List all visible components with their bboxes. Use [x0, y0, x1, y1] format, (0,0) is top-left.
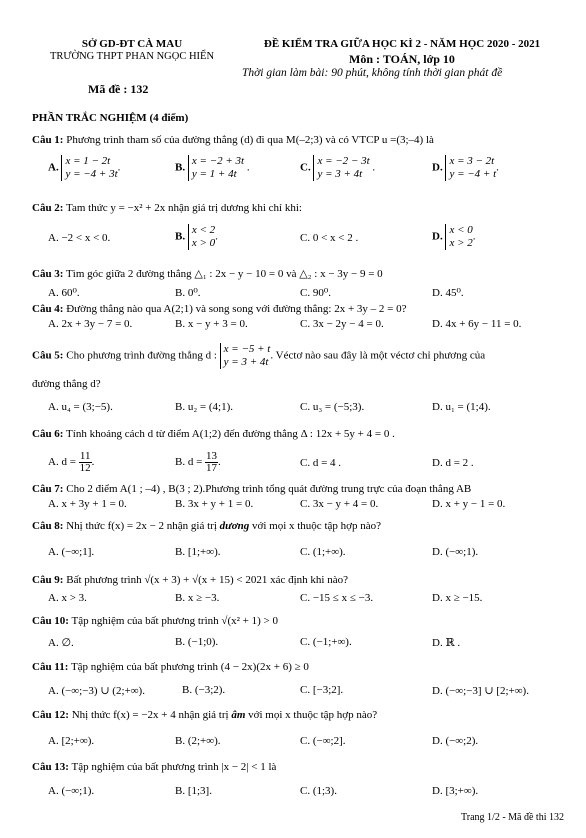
q12-option-b: B. (2;+∞).: [175, 735, 221, 747]
q1-option-d: D. x = 3 − 2t y = −4 + t.: [432, 155, 499, 180]
q8-option-d: D. (−∞;1).: [432, 546, 479, 558]
q2-option-b: B. x < 2 x > 0.: [175, 224, 218, 249]
q5-option-a: A. u₄ = (3;−5).: [48, 401, 113, 413]
q3-option-c: C. 90⁰.: [300, 287, 331, 299]
question-9: Câu 9: Bất phương trình √(x + 3) + √(x + 15) < 2021 xác định khi nào?: [32, 574, 348, 586]
q10-option-a: A. ∅.: [48, 637, 74, 649]
q4-option-c: C. 3x − 2y − 4 = 0.: [300, 318, 384, 330]
q11-option-a: A. (−∞;−3) ∪ (2;+∞).: [48, 685, 145, 697]
q1-option-c: C. x = −2 − 3t y = 3 + 4t .: [300, 155, 376, 180]
q10-option-b: B. (−1;0).: [175, 636, 219, 648]
q6-option-b: B. d = $\frac{13}{17}$ .: [175, 450, 221, 474]
q11-option-d: D. (−∞;−3] ∪ [2;+∞).: [432, 685, 529, 697]
q9-option-d: D. x ≥ −15.: [432, 592, 483, 604]
question-10: Câu 10: Tập nghiệm của bất phương trình √(x² + 1) > 0: [32, 615, 278, 627]
q9-option-a: A. x > 3.: [48, 592, 87, 604]
question-11: Câu 11: Tập nghiệm của bất phương trình (4 − 2x)(2x + 6) ≥ 0: [32, 661, 309, 673]
school-name: TRƯỜNG THPT PHAN NGỌC HIỂN: [49, 51, 215, 62]
q10-option-d: D. ℝ .: [432, 637, 461, 649]
q3-option-d: D. 45⁰.: [432, 287, 464, 299]
exam-title: ĐỀ KIỂM TRA GIỮA HỌC KÌ 2 - NĂM HỌC 2020 - 2021: [263, 38, 541, 50]
q7-option-a: A. x + 3y + 1 = 0.: [48, 498, 127, 510]
q4-option-a: A. 2x + 3y − 7 = 0.: [48, 318, 133, 330]
exam-subject: Môn : TOÁN, lớp 10: [349, 52, 455, 66]
exam-code: Mã đề : 132: [88, 82, 149, 96]
q3-option-a: A. 60⁰.: [48, 287, 80, 299]
question-5-cont: đường thẳng d?: [32, 378, 101, 390]
q7-option-d: D. x + y − 1 = 0.: [432, 498, 506, 510]
page-footer: Trang 1/2 - Mã đề thi 132: [461, 812, 564, 823]
question-7: Câu 7: Cho 2 điểm A(1 ; –4) , B(3 ; 2).Phương trình tổng quát đường trung trực của đoạn thẳng AB: [32, 483, 472, 495]
q7-option-b: B. 3x + y + 1 = 0.: [175, 498, 254, 510]
q13-option-d: D. [3;+∞).: [432, 785, 479, 797]
q2-option-c: C. 0 < x < 2 .: [300, 232, 359, 244]
q5-option-d: D. u₁ = (1;4).: [432, 401, 491, 413]
q13-option-b: B. [1;3].: [175, 785, 212, 797]
q5-option-c: C. u₃ = (−5;3).: [300, 401, 365, 413]
department-name: SỞ GD-ĐT CÀ MAU: [81, 38, 183, 50]
q6-option-d: D. d = 2 .: [432, 457, 474, 469]
q4-option-d: D. 4x + 6y − 11 = 0.: [432, 318, 522, 330]
q7-option-c: C. 3x − y + 4 = 0.: [300, 498, 379, 510]
q12-option-a: A. [2;+∞).: [48, 735, 95, 747]
q3-option-b: B. 0⁰.: [175, 287, 201, 299]
question-3: Câu 3: Tìm góc giữa 2 đường thẳng △₁ : 2x − y − 10 = 0 và △₂ : x − 3y − 9 = 0: [32, 268, 383, 280]
q8-option-a: A. (−∞;1].: [48, 546, 95, 558]
q11-option-b: B. (−3;2).: [182, 684, 226, 696]
section-title: PHẦN TRẮC NGHIỆM (4 điểm): [32, 112, 189, 124]
q9-option-b: B. x ≥ −3.: [175, 592, 220, 604]
q2-option-d: D. x < 0 x > 2.: [432, 224, 476, 249]
q13-option-c: C. (1;3).: [300, 785, 337, 797]
q1-option-a: A. x = 1 − 2t y = −4 + 3t.: [48, 155, 121, 180]
q6-option-c: C. d = 4 .: [300, 457, 342, 469]
q12-option-d: D. (−∞;2).: [432, 735, 479, 747]
q13-option-a: A. (−∞;1).: [48, 785, 95, 797]
q1-option-b: B. x = −2 + 3t y = 1 + 4t .: [175, 155, 250, 180]
q8-option-b: B. [1;+∞).: [175, 546, 221, 558]
q12-option-c: C. (−∞;2].: [300, 735, 346, 747]
q6-option-a: A. d = $\frac{11}{12}$ .: [48, 450, 95, 474]
question-8: Câu 8: Nhị thức f(x) = 2x − 2 nhận giá trị dương với mọi x thuộc tập hợp nào?: [32, 520, 381, 532]
question-12: Câu 12: Nhị thức f(x) = −2x + 4 nhận giá trị âm với mọi x thuộc tập hợp nào?: [32, 709, 378, 721]
q10-option-c: C. (−1;+∞).: [300, 636, 352, 648]
question-6: Câu 6: Tính khoảng cách d từ điểm A(1;2) đến đường thẳng Δ : 12x + 5y + 4 = 0 .: [32, 428, 395, 440]
question-5: Câu 5: Cho phương trình đường thẳng d : x = −5 + t y = 3 + 4t. Véctơ nào sau đây là một véctơ chỉ phương của: [32, 343, 486, 368]
question-4: Câu 4: Đường thẳng nào qua A(2;1) và song song với đường thẳng: 2x + 3y – 2 = 0?: [32, 303, 407, 315]
question-1: Câu 1: Phương trình tham số của đường thẳng (d) đi qua M(–2;3) và có VTCP u =(3;–4) là: [32, 134, 434, 146]
q9-option-c: C. −15 ≤ x ≤ −3.: [300, 592, 374, 604]
exam-time: Thời gian làm bài: 90 phút, không tính thời gian phát đề: [242, 67, 503, 79]
q11-option-c: C. [−3;2].: [300, 684, 344, 696]
question-13: Câu 13: Tập nghiệm của bất phương trình |x − 2| < 1 là: [32, 761, 277, 773]
q8-option-c: C. (1;+∞).: [300, 546, 346, 558]
q5-option-b: B. u₂ = (4;1).: [175, 401, 234, 413]
q2-option-a: A. −2 < x < 0.: [48, 232, 111, 244]
q4-option-b: B. x − y + 3 = 0.: [175, 318, 248, 330]
question-2: Câu 2: Tam thức y = −x² + 2x nhận giá trị dương khi chỉ khi:: [32, 202, 302, 214]
